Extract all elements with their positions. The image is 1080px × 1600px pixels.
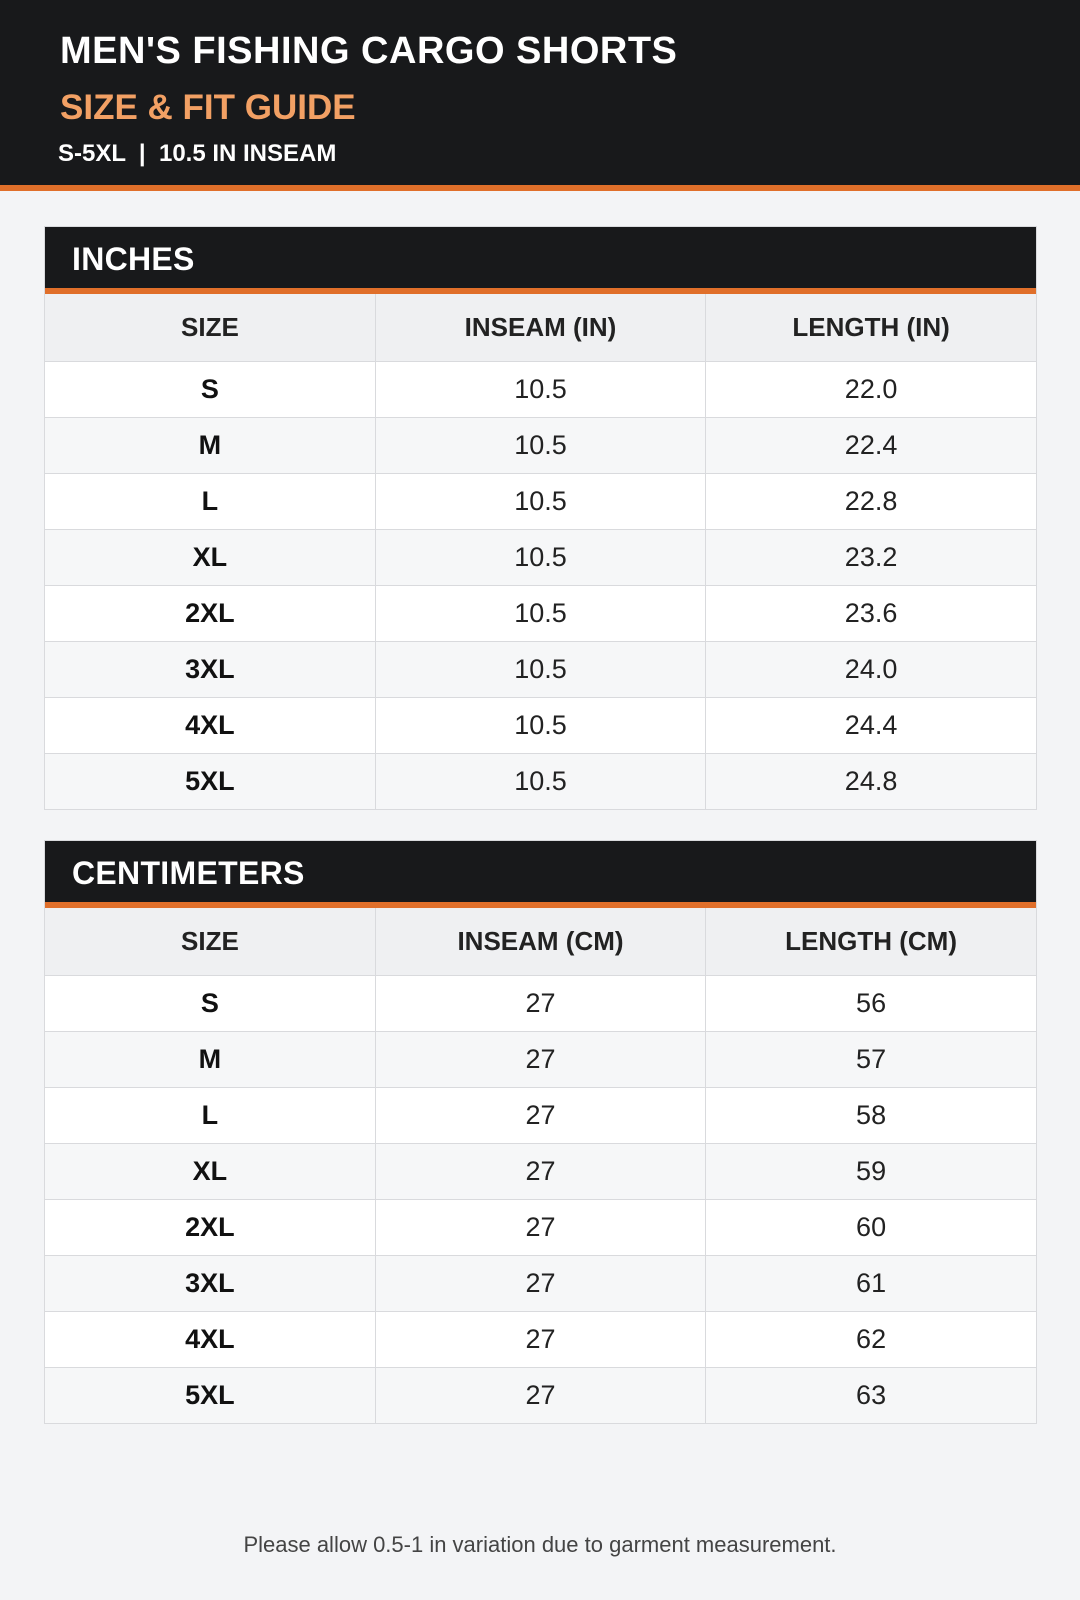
length-cell: 22.0 <box>706 361 1036 417</box>
length-cell: 24.0 <box>706 641 1036 697</box>
centimeters-section <box>44 840 1037 1424</box>
inseam-cell: 27 <box>375 1031 705 1087</box>
table-row <box>45 1311 1036 1367</box>
column-header-length: LENGTH (CM) <box>706 908 1036 975</box>
length-cell: 22.4 <box>706 417 1036 473</box>
size-range-meta: S-5XL | 10.5 IN INSEAM <box>58 140 337 167</box>
column-header-size: SIZE <box>45 908 375 975</box>
size-cell: 4XL <box>45 1311 375 1367</box>
length-cell: 23.6 <box>706 585 1036 641</box>
centimeters-table <box>45 908 1036 1423</box>
size-cell: 5XL <box>45 753 375 809</box>
inseam-cell: 27 <box>375 1367 705 1423</box>
table-row <box>45 361 1036 417</box>
size-cell: 4XL <box>45 697 375 753</box>
inches-section-header <box>45 227 1036 294</box>
column-header-inseam: INSEAM (CM) <box>375 908 705 975</box>
size-cell: 5XL <box>45 1367 375 1423</box>
length-cell: 60 <box>706 1199 1036 1255</box>
inseam-cell: 10.5 <box>375 473 705 529</box>
length-cell: 58 <box>706 1087 1036 1143</box>
inches-table-body <box>45 361 1036 809</box>
length-cell: 59 <box>706 1143 1036 1199</box>
inseam-cell: 10.5 <box>375 417 705 473</box>
table-row <box>45 1367 1036 1423</box>
size-cell: S <box>45 361 375 417</box>
table-header-row <box>45 294 1036 361</box>
inseam-cell: 27 <box>375 1199 705 1255</box>
size-cell: S <box>45 975 375 1031</box>
size-cell: 3XL <box>45 641 375 697</box>
inches-section <box>44 226 1037 810</box>
inseam-cell: 10.5 <box>375 529 705 585</box>
length-cell: 57 <box>706 1031 1036 1087</box>
table-row <box>45 1199 1036 1255</box>
page-subtitle: SIZE & FIT GUIDE <box>60 88 356 127</box>
table-row <box>45 641 1036 697</box>
size-cell: L <box>45 1087 375 1143</box>
inseam-cell: 10.5 <box>375 585 705 641</box>
table-row <box>45 753 1036 809</box>
inseam-cell: 27 <box>375 1087 705 1143</box>
length-cell: 62 <box>706 1311 1036 1367</box>
page-title: MEN'S FISHING CARGO SHORTS <box>60 30 678 72</box>
measurement-note: Please allow 0.5-1 in variation due to garment measurement. <box>243 1532 837 1557</box>
length-cell: 24.8 <box>706 753 1036 809</box>
size-cell: 3XL <box>45 1255 375 1311</box>
length-cell: 23.2 <box>706 529 1036 585</box>
inseam-cell: 10.5 <box>375 361 705 417</box>
table-row <box>45 975 1036 1031</box>
table-row <box>45 585 1036 641</box>
table-row <box>45 697 1036 753</box>
size-cell: 2XL <box>45 585 375 641</box>
table-row <box>45 1087 1036 1143</box>
inseam-cell: 27 <box>375 975 705 1031</box>
length-cell: 63 <box>706 1367 1036 1423</box>
size-cell: 2XL <box>45 1199 375 1255</box>
column-header-inseam: INSEAM (IN) <box>375 294 705 361</box>
inseam-cell: 10.5 <box>375 753 705 809</box>
inseam-cell: 10.5 <box>375 641 705 697</box>
table-row <box>45 1143 1036 1199</box>
centimeters-table-body <box>45 975 1036 1423</box>
centimeters-section-title: CENTIMETERS <box>72 855 305 891</box>
length-cell: 24.4 <box>706 697 1036 753</box>
column-header-length: LENGTH (IN) <box>706 294 1036 361</box>
inseam-cell: 27 <box>375 1255 705 1311</box>
table-row <box>45 529 1036 585</box>
inseam-cell: 27 <box>375 1311 705 1367</box>
table-row <box>45 1031 1036 1087</box>
size-cell: M <box>45 1031 375 1087</box>
table-header-row <box>45 908 1036 975</box>
size-cell: L <box>45 473 375 529</box>
header-banner <box>0 0 1080 191</box>
table-row <box>45 473 1036 529</box>
length-cell: 22.8 <box>706 473 1036 529</box>
table-row <box>45 417 1036 473</box>
size-cell: M <box>45 417 375 473</box>
length-cell: 56 <box>706 975 1036 1031</box>
length-cell: 61 <box>706 1255 1036 1311</box>
inseam-cell: 27 <box>375 1143 705 1199</box>
inches-table <box>45 294 1036 809</box>
centimeters-section-header <box>45 841 1036 908</box>
size-cell: XL <box>45 529 375 585</box>
table-row <box>45 1255 1036 1311</box>
size-cell: XL <box>45 1143 375 1199</box>
column-header-size: SIZE <box>45 294 375 361</box>
inches-section-title: INCHES <box>72 241 195 277</box>
inseam-cell: 10.5 <box>375 697 705 753</box>
